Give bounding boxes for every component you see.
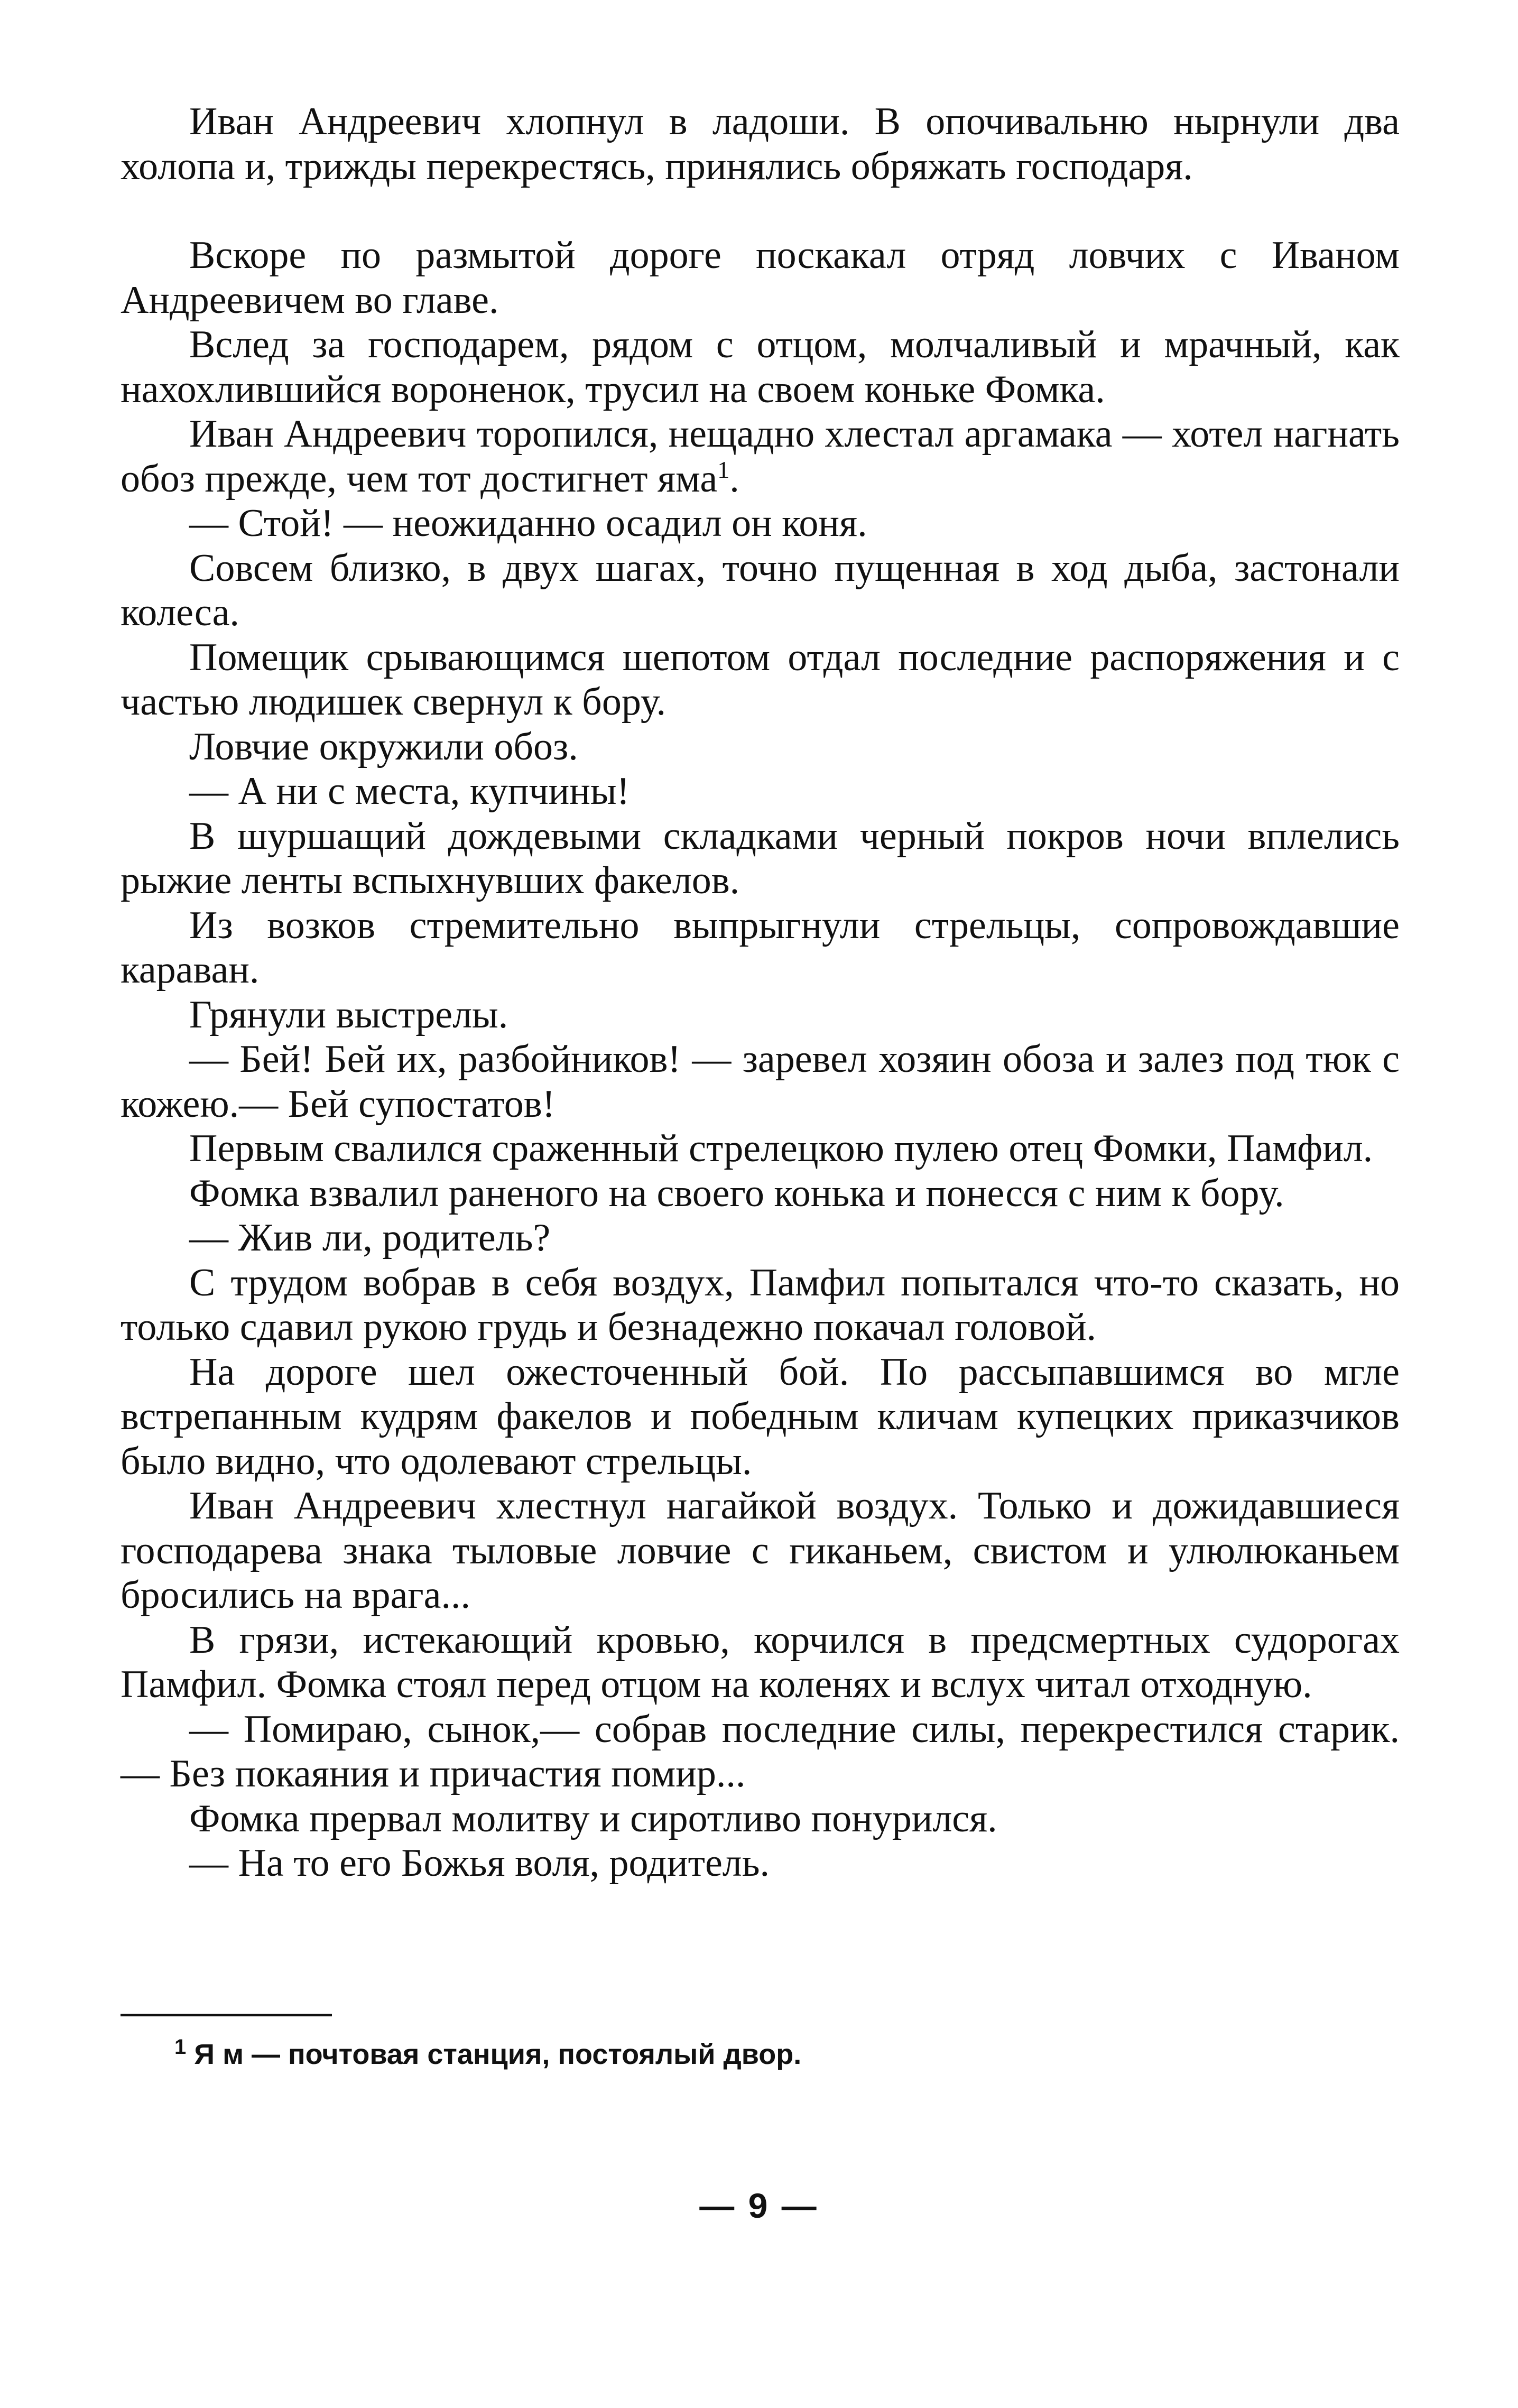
footnote-text: Я м — почтовая станция, постоялый двор.	[194, 2039, 802, 2070]
paragraph: Грянули выстрелы.	[189, 993, 508, 1036]
paragraph: В грязи, истекающий кровью, корчился в предсмертных судорогах Памфил. Фомка стоял перед отцом на коленях и вслух читал отходную.	[121, 1618, 1400, 1706]
paragraph: С трудом вобрав в себя воздух, Памфил попытался что-то сказать, но только сдавил рукою грудь и безнадежно покачал головой.	[121, 1261, 1400, 1349]
paragraph: Вскоре по размытой дороге поскакал отряд ловчих с Иваном Андреевичем во главе.	[121, 234, 1400, 322]
paragraph: Из возков стремительно выпрыгнули стрельцы, сопровождавшие караван.	[121, 903, 1400, 992]
paragraph: Ловчие окружили обоз.	[189, 725, 578, 768]
body-text	[121, 99, 1400, 1886]
paragraph: — Жив ли, родитель?	[189, 1216, 551, 1259]
page-number: — 9 —	[699, 2186, 819, 2225]
paragraph: — Стой! — неожиданно осадил он коня.	[189, 502, 867, 545]
paragraph: — Бей! Бей их, разбойников! — заревел хозяин обоза и залез под тюк с кожею.— Бей супостатов!	[121, 1038, 1400, 1126]
paragraph: Совсем близко, в двух шагах, точно пущенная в ход дыба, застонали колеса.	[121, 546, 1400, 634]
paragraph-text: Иван Андреевич торопился, нещадно хлестал аргамака — хотел нагнать обоз прежде, чем тот достигнет яма	[121, 412, 1400, 501]
paragraph: Вслед за господарем, рядом с отцом, молчаливый и мрачный, как нахохлившийся вороненок, трусил на своем коньке Фомка.	[121, 323, 1400, 411]
paragraph	[121, 412, 1400, 501]
paragraph: Иван Андреевич хлопнул в ладоши. В опочивальню нырнули два холопа и, трижды перекрестясь, принялись обряжать господаря.	[121, 100, 1400, 188]
footnote	[174, 2029, 1337, 2073]
paragraph: Первым свалился сраженный стрелецкою пулею отец Фомки, Памфил.	[189, 1127, 1373, 1170]
paragraph: В шуршащий дождевыми складками черный покров ночи вплелись рыжие ленты вспыхнувших факелов.	[121, 814, 1400, 902]
sentence-end: .	[729, 457, 739, 501]
paragraph: Иван Андреевич хлестнул нагайкой воздух. Только и дожидавшиеся господарева знака тыловые ловчие с гиканьем, свистом и улюлюканьем бросились на врага...	[121, 1484, 1400, 1617]
paragraph: Фомка взвалил раненого на своего конька и понесся с ним к бору.	[189, 1171, 1284, 1215]
paragraph: — А ни с места, купчины!	[189, 770, 630, 813]
paragraph: — Помираю, сынок,— собрав последние силы, перекрестился старик.— Без покаяния и причастия помир...	[121, 1707, 1400, 1795]
footnote-divider	[121, 2014, 332, 2016]
footnote-number: 1	[174, 2035, 187, 2059]
paragraph: Помещик срывающимся шепотом отдал последние распоряжения и с частью людишек свернул к бору.	[121, 635, 1400, 724]
paragraph: На дороге шел ожесточенный бой. По рассыпавшимся во мгле встрепанным кудрям факелов и победным кличам купецких приказчиков было видно, что одолевают стрельцы.	[121, 1350, 1400, 1483]
footnote-reference: 1	[717, 456, 730, 483]
paragraph: — На то его Божья воля, родитель.	[189, 1841, 770, 1885]
paragraph: Фомка прервал молитву и сиротливо понурился.	[189, 1796, 997, 1840]
